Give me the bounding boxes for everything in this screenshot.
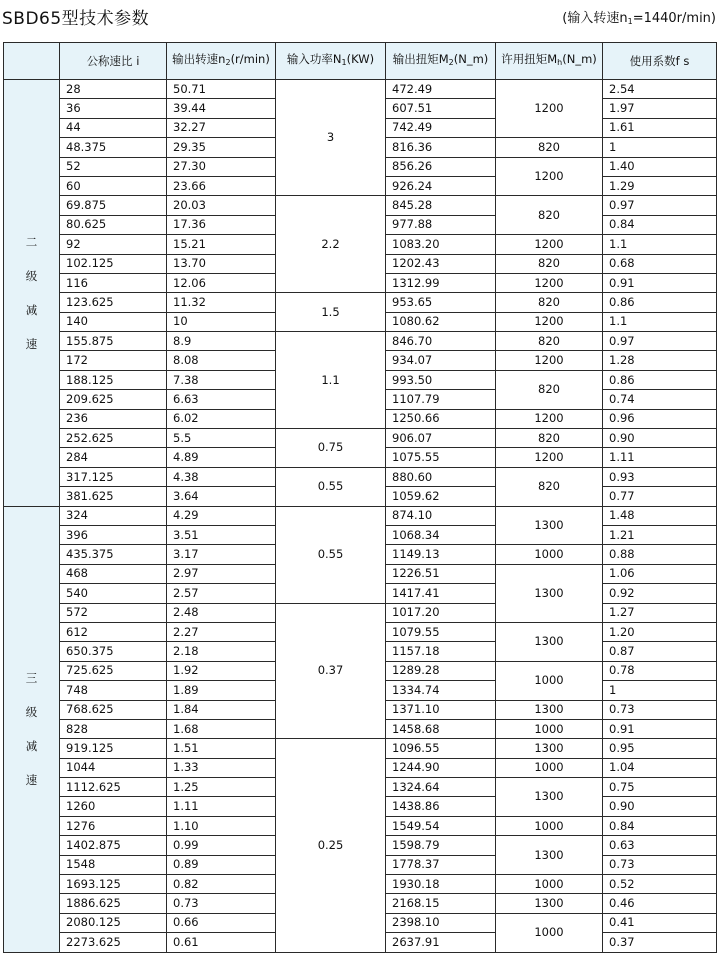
output-speed-cell: 17.36 bbox=[167, 215, 276, 234]
ratio-cell: 80.625 bbox=[60, 215, 167, 234]
output-torque-cell: 906.07 bbox=[386, 429, 496, 448]
service-factor-cell: 0.77 bbox=[603, 487, 717, 506]
ratio-cell: 252.625 bbox=[60, 429, 167, 448]
output-speed-cell: 2.57 bbox=[167, 584, 276, 603]
page-title: SBD65型技术参数 bbox=[2, 9, 150, 29]
output-speed-cell: 1.51 bbox=[167, 739, 276, 758]
service-factor-cell: 0.73 bbox=[603, 700, 717, 719]
output-speed-cell: 0.66 bbox=[167, 913, 276, 932]
header-service-factor bbox=[603, 43, 717, 80]
service-factor-cell: 0.73 bbox=[603, 855, 717, 874]
ratio-cell: 172 bbox=[60, 351, 167, 370]
service-factor-cell: 0.95 bbox=[603, 739, 717, 758]
stage-char: 级 bbox=[25, 705, 38, 720]
output-torque-cell: 1107.79 bbox=[386, 390, 496, 409]
header-sub: 1 bbox=[341, 58, 347, 67]
output-torque-cell: 846.70 bbox=[386, 332, 496, 351]
service-factor-cell: 1.97 bbox=[603, 99, 717, 118]
permitted-torque-cell: 1000 bbox=[496, 661, 603, 700]
ratio-cell: 60 bbox=[60, 176, 167, 195]
output-torque-cell: 934.07 bbox=[386, 351, 496, 370]
note-subscript: 1 bbox=[627, 17, 633, 26]
header-ratio-label: 公称速比 i bbox=[86, 53, 140, 68]
header-row bbox=[4, 43, 717, 80]
output-torque-cell: 816.36 bbox=[386, 138, 496, 157]
service-factor-cell: 0.86 bbox=[603, 293, 717, 312]
service-factor-cell: 1.1 bbox=[603, 235, 717, 254]
output-torque-cell: 2398.10 bbox=[386, 913, 496, 932]
header-unit: (r/min) bbox=[230, 52, 270, 66]
output-torque-cell: 1417.41 bbox=[386, 584, 496, 603]
ratio-cell: 381.625 bbox=[60, 487, 167, 506]
output-torque-cell: 1157.18 bbox=[386, 642, 496, 661]
ratio-cell: 69.875 bbox=[60, 196, 167, 215]
service-factor-cell: 0.90 bbox=[603, 429, 717, 448]
output-torque-cell: 742.49 bbox=[386, 118, 496, 137]
output-torque-cell: 1075.55 bbox=[386, 448, 496, 467]
stage-char: 二 bbox=[25, 234, 38, 249]
permitted-torque-cell: 1300 bbox=[496, 836, 603, 875]
output-speed-cell: 1.25 bbox=[167, 778, 276, 797]
ratio-cell: 140 bbox=[60, 312, 167, 331]
output-speed-cell: 0.73 bbox=[167, 894, 276, 913]
output-speed-cell: 8.9 bbox=[167, 332, 276, 351]
service-factor-cell: 1.27 bbox=[603, 603, 717, 622]
output-torque-cell: 1083.20 bbox=[386, 235, 496, 254]
output-speed-cell: 1.10 bbox=[167, 816, 276, 835]
permitted-torque-cell: 1000 bbox=[496, 758, 603, 777]
ratio-cell: 1112.625 bbox=[60, 778, 167, 797]
output-torque-cell: 953.65 bbox=[386, 293, 496, 312]
header-sub: 2 bbox=[225, 58, 231, 67]
stage-char: 级 bbox=[25, 268, 38, 283]
output-torque-cell: 1068.34 bbox=[386, 525, 496, 544]
output-torque-cell: 1312.99 bbox=[386, 273, 496, 292]
ratio-cell: 919.125 bbox=[60, 739, 167, 758]
output-speed-cell: 3.64 bbox=[167, 487, 276, 506]
permitted-torque-cell: 1300 bbox=[496, 894, 603, 913]
table-row bbox=[4, 506, 717, 525]
output-speed-cell: 39.44 bbox=[167, 99, 276, 118]
service-factor-cell: 0.96 bbox=[603, 409, 717, 428]
output-torque-cell: 880.60 bbox=[386, 467, 496, 486]
header-unit: (KW) bbox=[346, 52, 375, 66]
stage-label bbox=[4, 80, 60, 507]
ratio-cell: 92 bbox=[60, 235, 167, 254]
service-factor-cell: 0.97 bbox=[603, 196, 717, 215]
ratio-cell: 2273.625 bbox=[60, 933, 167, 952]
header-unit: (N_m) bbox=[453, 52, 489, 66]
permitted-torque-cell: 1200 bbox=[496, 235, 603, 254]
ratio-cell: 28 bbox=[60, 80, 167, 99]
input-speed-note bbox=[562, 7, 716, 26]
stage-char: 三 bbox=[25, 671, 38, 686]
permitted-torque-cell: 1000 bbox=[496, 545, 603, 564]
output-speed-cell: 23.66 bbox=[167, 176, 276, 195]
output-torque-cell: 1079.55 bbox=[386, 622, 496, 641]
service-factor-cell: 0.84 bbox=[603, 215, 717, 234]
permitted-torque-cell: 1200 bbox=[496, 351, 603, 370]
ratio-cell: 102.125 bbox=[60, 254, 167, 273]
permitted-torque-cell: 1200 bbox=[496, 157, 603, 196]
output-speed-cell: 2.27 bbox=[167, 622, 276, 641]
service-factor-cell: 0.46 bbox=[603, 894, 717, 913]
output-torque-cell: 1778.37 bbox=[386, 855, 496, 874]
output-torque-cell: 1080.62 bbox=[386, 312, 496, 331]
ratio-cell: 2080.125 bbox=[60, 913, 167, 932]
note-suffix: =1440r/min) bbox=[632, 11, 716, 26]
service-factor-cell: 1.06 bbox=[603, 564, 717, 583]
service-factor-cell: 1.04 bbox=[603, 758, 717, 777]
service-factor-cell: 0.37 bbox=[603, 933, 717, 952]
stage-char: 速 bbox=[25, 773, 38, 788]
input-power-cell: 3 bbox=[276, 80, 386, 196]
permitted-torque-cell: 1300 bbox=[496, 739, 603, 758]
permitted-torque-cell: 1000 bbox=[496, 719, 603, 738]
output-torque-cell: 2637.91 bbox=[386, 933, 496, 952]
header-sub: 2 bbox=[448, 58, 454, 67]
service-factor-cell: 1.20 bbox=[603, 622, 717, 641]
output-speed-cell: 1.68 bbox=[167, 719, 276, 738]
output-torque-cell: 1930.18 bbox=[386, 875, 496, 894]
permitted-torque-cell: 820 bbox=[496, 196, 603, 235]
table-row bbox=[4, 293, 717, 312]
service-factor-cell: 0.91 bbox=[603, 273, 717, 292]
header-service-factor-label: 使用系数f s bbox=[629, 53, 690, 68]
output-torque-cell: 1598.79 bbox=[386, 836, 496, 855]
ratio-cell: 116 bbox=[60, 273, 167, 292]
output-torque-cell: 926.24 bbox=[386, 176, 496, 195]
header-label: 输出转速n bbox=[172, 52, 226, 66]
permitted-torque-cell: 1200 bbox=[496, 448, 603, 467]
ratio-cell: 650.375 bbox=[60, 642, 167, 661]
output-speed-cell: 0.61 bbox=[167, 933, 276, 952]
output-torque-cell: 472.49 bbox=[386, 80, 496, 99]
service-factor-cell: 2.54 bbox=[603, 80, 717, 99]
output-speed-cell: 15.21 bbox=[167, 235, 276, 254]
output-torque-cell: 856.26 bbox=[386, 157, 496, 176]
output-speed-cell: 0.99 bbox=[167, 836, 276, 855]
service-factor-cell: 1.48 bbox=[603, 506, 717, 525]
service-factor-cell: 0.52 bbox=[603, 875, 717, 894]
output-speed-cell: 6.02 bbox=[167, 409, 276, 428]
stage-char: 减 bbox=[25, 302, 38, 317]
permitted-torque-cell: 820 bbox=[496, 429, 603, 448]
output-speed-cell: 4.29 bbox=[167, 506, 276, 525]
service-factor-cell: 0.74 bbox=[603, 390, 717, 409]
output-speed-cell: 6.63 bbox=[167, 390, 276, 409]
permitted-torque-cell: 820 bbox=[496, 254, 603, 273]
ratio-cell: 44 bbox=[60, 118, 167, 137]
output-torque-cell: 1202.43 bbox=[386, 254, 496, 273]
permitted-torque-cell: 820 bbox=[496, 332, 603, 351]
input-power-cell: 0.55 bbox=[276, 506, 386, 603]
permitted-torque-cell: 1200 bbox=[496, 312, 603, 331]
stage-char: 速 bbox=[25, 336, 38, 351]
output-torque-cell: 977.88 bbox=[386, 215, 496, 234]
service-factor-cell: 0.88 bbox=[603, 545, 717, 564]
input-power-cell: 0.37 bbox=[276, 603, 386, 739]
output-torque-cell: 1096.55 bbox=[386, 739, 496, 758]
service-factor-cell: 0.91 bbox=[603, 719, 717, 738]
table-row bbox=[4, 739, 717, 758]
output-speed-cell: 50.71 bbox=[167, 80, 276, 99]
service-factor-cell: 1 bbox=[603, 681, 717, 700]
input-power-cell: 0.25 bbox=[276, 739, 386, 952]
service-factor-cell: 0.93 bbox=[603, 467, 717, 486]
ratio-cell: 155.875 bbox=[60, 332, 167, 351]
permitted-torque-cell: 1200 bbox=[496, 80, 603, 138]
ratio-cell: 396 bbox=[60, 525, 167, 544]
output-torque-cell: 1438.86 bbox=[386, 797, 496, 816]
output-speed-cell: 13.70 bbox=[167, 254, 276, 273]
service-factor-cell: 1.61 bbox=[603, 118, 717, 137]
output-speed-cell: 2.18 bbox=[167, 642, 276, 661]
input-power-cell: 0.75 bbox=[276, 429, 386, 468]
ratio-cell: 468 bbox=[60, 564, 167, 583]
ratio-cell: 1693.125 bbox=[60, 875, 167, 894]
output-torque-cell: 1244.90 bbox=[386, 758, 496, 777]
service-factor-cell: 0.97 bbox=[603, 332, 717, 351]
permitted-torque-cell: 1300 bbox=[496, 622, 603, 661]
output-speed-cell: 0.82 bbox=[167, 875, 276, 894]
output-speed-cell: 11.32 bbox=[167, 293, 276, 312]
service-factor-cell: 0.86 bbox=[603, 370, 717, 389]
service-factor-cell: 1.28 bbox=[603, 351, 717, 370]
ratio-cell: 236 bbox=[60, 409, 167, 428]
permitted-torque-cell: 1300 bbox=[496, 778, 603, 817]
ratio-cell: 1276 bbox=[60, 816, 167, 835]
permitted-torque-cell: 1200 bbox=[496, 409, 603, 428]
output-speed-cell: 1.92 bbox=[167, 661, 276, 680]
output-speed-cell: 2.97 bbox=[167, 564, 276, 583]
output-speed-cell: 12.06 bbox=[167, 273, 276, 292]
permitted-torque-cell: 1000 bbox=[496, 816, 603, 835]
ratio-cell: 768.625 bbox=[60, 700, 167, 719]
output-speed-cell: 1.11 bbox=[167, 797, 276, 816]
permitted-torque-cell: 1300 bbox=[496, 506, 603, 545]
output-speed-cell: 10 bbox=[167, 312, 276, 331]
permitted-torque-cell: 820 bbox=[496, 293, 603, 312]
header-input-power bbox=[276, 43, 386, 80]
permitted-torque-cell: 820 bbox=[496, 370, 603, 409]
ratio-cell: 123.625 bbox=[60, 293, 167, 312]
permitted-torque-cell: 820 bbox=[496, 467, 603, 506]
ratio-cell: 284 bbox=[60, 448, 167, 467]
output-speed-cell: 4.89 bbox=[167, 448, 276, 467]
table-row bbox=[4, 80, 717, 99]
table-row bbox=[4, 603, 717, 622]
output-speed-cell: 27.30 bbox=[167, 157, 276, 176]
ratio-cell: 572 bbox=[60, 603, 167, 622]
header-label: 输出扭矩M bbox=[392, 52, 449, 66]
output-speed-cell: 5.5 bbox=[167, 429, 276, 448]
service-factor-cell: 1.29 bbox=[603, 176, 717, 195]
ratio-cell: 828 bbox=[60, 719, 167, 738]
output-speed-cell: 3.17 bbox=[167, 545, 276, 564]
header-label: 许用扭矩M bbox=[501, 52, 558, 66]
output-torque-cell: 1017.20 bbox=[386, 603, 496, 622]
note-prefix: (输入转速n bbox=[562, 11, 628, 26]
table-body bbox=[4, 80, 717, 953]
service-factor-cell: 0.87 bbox=[603, 642, 717, 661]
output-torque-cell: 874.10 bbox=[386, 506, 496, 525]
table-row bbox=[4, 196, 717, 215]
output-speed-cell: 4.38 bbox=[167, 467, 276, 486]
service-factor-cell: 0.68 bbox=[603, 254, 717, 273]
service-factor-cell: 0.75 bbox=[603, 778, 717, 797]
ratio-cell: 52 bbox=[60, 157, 167, 176]
ratio-cell: 748 bbox=[60, 681, 167, 700]
output-torque-cell: 1324.64 bbox=[386, 778, 496, 797]
permitted-torque-cell: 1200 bbox=[496, 273, 603, 292]
output-torque-cell: 607.51 bbox=[386, 99, 496, 118]
service-factor-cell: 1.1 bbox=[603, 312, 717, 331]
header-stage-corner bbox=[4, 43, 60, 80]
service-factor-cell: 0.63 bbox=[603, 836, 717, 855]
header-label: 输入功率N bbox=[286, 52, 342, 66]
service-factor-cell: 0.90 bbox=[603, 797, 717, 816]
output-torque-cell: 845.28 bbox=[386, 196, 496, 215]
output-speed-cell: 7.38 bbox=[167, 370, 276, 389]
output-speed-cell: 1.84 bbox=[167, 700, 276, 719]
ratio-cell: 209.625 bbox=[60, 390, 167, 409]
output-torque-cell: 1458.68 bbox=[386, 719, 496, 738]
permitted-torque-cell: 1000 bbox=[496, 875, 603, 894]
ratio-cell: 540 bbox=[60, 584, 167, 603]
output-speed-cell: 1.89 bbox=[167, 681, 276, 700]
header-output-torque bbox=[386, 43, 496, 80]
output-torque-cell: 1149.13 bbox=[386, 545, 496, 564]
header-unit: (N_m) bbox=[562, 52, 597, 66]
permitted-torque-cell: 1300 bbox=[496, 700, 603, 719]
ratio-cell: 36 bbox=[60, 99, 167, 118]
output-speed-cell: 2.48 bbox=[167, 603, 276, 622]
service-factor-cell: 1.11 bbox=[603, 448, 717, 467]
ratio-cell: 48.375 bbox=[60, 138, 167, 157]
output-speed-cell: 32.27 bbox=[167, 118, 276, 137]
service-factor-cell: 0.92 bbox=[603, 584, 717, 603]
ratio-cell: 324 bbox=[60, 506, 167, 525]
service-factor-cell: 1 bbox=[603, 138, 717, 157]
ratio-cell: 188.125 bbox=[60, 370, 167, 389]
output-speed-cell: 3.51 bbox=[167, 525, 276, 544]
output-torque-cell: 1549.54 bbox=[386, 816, 496, 835]
output-speed-cell: 20.03 bbox=[167, 196, 276, 215]
ratio-cell: 1044 bbox=[60, 758, 167, 777]
service-factor-cell: 0.84 bbox=[603, 816, 717, 835]
ratio-cell: 435.375 bbox=[60, 545, 167, 564]
output-torque-cell: 993.50 bbox=[386, 370, 496, 389]
ratio-cell: 317.125 bbox=[60, 467, 167, 486]
ratio-cell: 1260 bbox=[60, 797, 167, 816]
ratio-cell: 1886.625 bbox=[60, 894, 167, 913]
table-row bbox=[4, 332, 717, 351]
service-factor-cell: 1.21 bbox=[603, 525, 717, 544]
table-row bbox=[4, 429, 717, 448]
ratio-cell: 612 bbox=[60, 622, 167, 641]
output-torque-cell: 1226.51 bbox=[386, 564, 496, 583]
header-ratio bbox=[60, 43, 167, 80]
output-speed-cell: 0.89 bbox=[167, 855, 276, 874]
input-power-cell: 1.5 bbox=[276, 293, 386, 332]
input-power-cell: 2.2 bbox=[276, 196, 386, 293]
ratio-cell: 1402.875 bbox=[60, 836, 167, 855]
header-permitted-torque bbox=[496, 43, 603, 80]
service-factor-cell: 1.40 bbox=[603, 157, 717, 176]
permitted-torque-cell: 1000 bbox=[496, 913, 603, 952]
output-torque-cell: 1059.62 bbox=[386, 487, 496, 506]
output-torque-cell: 1371.10 bbox=[386, 700, 496, 719]
output-speed-cell: 29.35 bbox=[167, 138, 276, 157]
output-speed-cell: 1.33 bbox=[167, 758, 276, 777]
ratio-cell: 1548 bbox=[60, 855, 167, 874]
header-output-speed bbox=[167, 43, 276, 80]
service-factor-cell: 0.41 bbox=[603, 913, 717, 932]
input-power-cell: 1.1 bbox=[276, 332, 386, 429]
output-torque-cell: 1250.66 bbox=[386, 409, 496, 428]
permitted-torque-cell: 1300 bbox=[496, 564, 603, 622]
stage-label bbox=[4, 506, 60, 952]
spec-table bbox=[3, 42, 717, 953]
input-power-cell: 0.55 bbox=[276, 467, 386, 506]
table-row bbox=[4, 467, 717, 486]
stage-char: 减 bbox=[25, 739, 38, 754]
service-factor-cell: 0.78 bbox=[603, 661, 717, 680]
output-speed-cell: 8.08 bbox=[167, 351, 276, 370]
header-sub: h bbox=[557, 58, 563, 67]
permitted-torque-cell: 820 bbox=[496, 138, 603, 157]
output-torque-cell: 1334.74 bbox=[386, 681, 496, 700]
output-torque-cell: 2168.15 bbox=[386, 894, 496, 913]
ratio-cell: 725.625 bbox=[60, 661, 167, 680]
output-torque-cell: 1289.28 bbox=[386, 661, 496, 680]
